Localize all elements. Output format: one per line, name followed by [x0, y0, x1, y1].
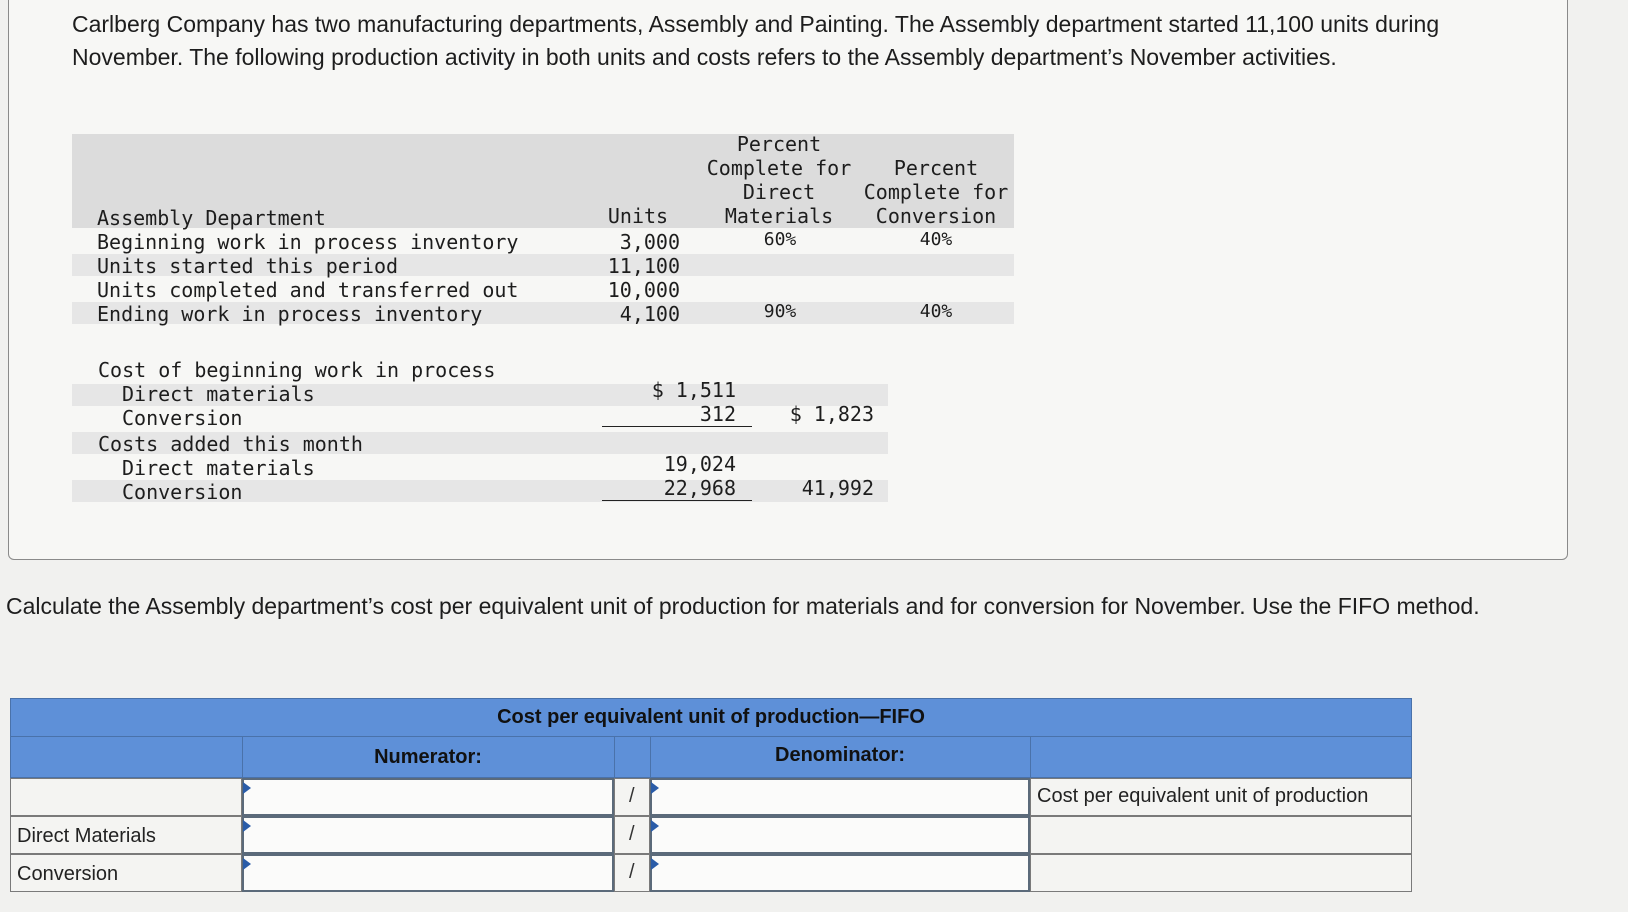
- conv-header-line3: Conversion: [875, 204, 997, 228]
- divide-sign: /: [629, 823, 635, 845]
- row-label-cell: [10, 854, 242, 892]
- row-units: 10,000: [607, 278, 680, 302]
- row-label: Units started this period: [97, 254, 399, 278]
- instruction-text: Calculate the Assembly department’s cost per equivalent unit of production for materials and for conversion for November. Use the FIFO method.: [6, 593, 1480, 619]
- row-units: 4,100: [619, 302, 680, 326]
- dm-header-line4: Materials: [724, 204, 834, 228]
- row-label-cell: [10, 778, 242, 816]
- add-conv-value: 22,968: [663, 476, 736, 500]
- dm-header-line2: Complete for: [706, 156, 852, 180]
- header-divider: [10, 736, 1412, 737]
- header-divider: [1030, 736, 1031, 778]
- denominator-input[interactable]: [650, 778, 1030, 816]
- costs-added-label: Costs added this month: [98, 432, 363, 456]
- direct-materials-label: Direct Materials: [17, 825, 156, 847]
- divide-sign: /: [629, 861, 635, 883]
- dm-result-cell: [1030, 816, 1412, 854]
- beg-conv-label: Conversion: [122, 406, 243, 430]
- numerator-input[interactable]: [242, 778, 614, 816]
- divide-cell: [614, 854, 650, 892]
- row-units: 3,000: [619, 230, 680, 254]
- add-total-value: 41,992: [801, 476, 874, 500]
- denominator-header: Denominator:: [775, 744, 905, 766]
- units-table-title: Assembly Department: [97, 206, 326, 230]
- row-label: Units completed and transferred out: [97, 278, 519, 302]
- dm-header-line3: Direct: [742, 180, 816, 204]
- row-conv-percent: 40%: [919, 301, 953, 322]
- numerator-header: Numerator:: [374, 746, 482, 768]
- conv-denominator-input[interactable]: [650, 854, 1030, 892]
- beg-total-value: $ 1,823: [789, 402, 874, 426]
- row-label: Ending work in process inventory: [97, 302, 483, 326]
- conv-numerator-input[interactable]: [242, 854, 614, 892]
- row-dm-percent: 60%: [763, 229, 797, 250]
- beginning-wip-cost-label: Cost of beginning work in process: [98, 358, 496, 382]
- conv-numerator-text-field[interactable]: [244, 856, 612, 890]
- dm-numerator-text-field[interactable]: [244, 818, 612, 852]
- numerator-text-field[interactable]: [244, 780, 612, 814]
- conv-denominator-text-field[interactable]: [652, 856, 1028, 890]
- divide-cell: [614, 816, 650, 854]
- dm-numerator-input[interactable]: [242, 816, 614, 854]
- header-divider: [614, 736, 615, 778]
- dm-denominator-text-field[interactable]: [652, 818, 1028, 852]
- conversion-label: Conversion: [17, 863, 119, 885]
- add-dm-label: Direct materials: [122, 456, 315, 480]
- conv-header-line2: Complete for: [863, 180, 1009, 204]
- conv-header-line1: Percent: [893, 156, 979, 180]
- result-header-cell: [1030, 778, 1412, 816]
- intro-text: Carlberg Company has two manufacturing departments, Assembly and Painting. The Assembly department started 11,100 units during November. The following production activity in both units and costs refers to the Assembly department’s November activities.: [72, 11, 1440, 70]
- answer-table: [10, 698, 1412, 894]
- divide-sign: /: [629, 785, 635, 807]
- denominator-text-field[interactable]: [652, 780, 1028, 814]
- beg-dm-label: Direct materials: [122, 382, 315, 406]
- beg-conv-value: 312: [699, 402, 736, 426]
- dm-header-line1: Percent: [736, 132, 822, 156]
- row-units: 11,100: [607, 254, 680, 278]
- row-label: Beginning work in process inventory: [97, 230, 519, 254]
- row-dm-percent: 90%: [763, 301, 797, 322]
- result-header: Cost per equivalent unit of production: [1037, 785, 1369, 807]
- row-conv-percent: 40%: [919, 229, 953, 250]
- answer-table-title: Cost per equivalent unit of production—FIFO: [497, 706, 925, 728]
- subtotal-underline: [602, 426, 752, 427]
- subtotal-underline: [602, 500, 752, 501]
- divide-cell: [614, 778, 650, 816]
- add-conv-label: Conversion: [122, 480, 243, 504]
- beg-dm-value: $ 1,511: [651, 378, 736, 402]
- dm-denominator-input[interactable]: [650, 816, 1030, 854]
- add-dm-value: 19,024: [663, 452, 736, 476]
- row-label-cell: [10, 816, 242, 854]
- units-header: Units: [607, 204, 669, 228]
- conv-result-cell: [1030, 854, 1412, 892]
